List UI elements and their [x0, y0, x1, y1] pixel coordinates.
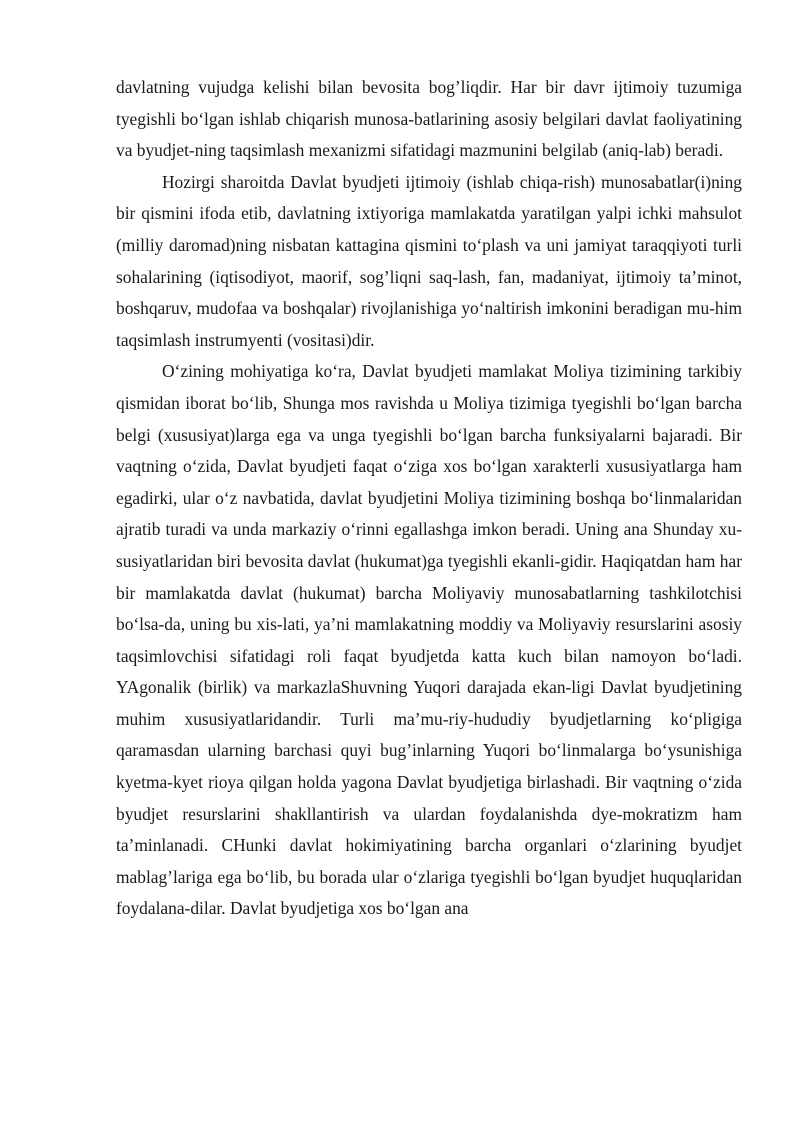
- paragraph-3: O‘zining mohiyatiga ko‘ra, Davlat byudjeti mamlakat Moliya tizimining tarkibiy qismidan iborat bo‘lib, Shunga mos ravishda u Moliya tizimiga tyegishli bo‘lgan barcha belgi (xususiyat)larga ega va unga tyegishli bo‘lgan barcha funksiyalarni bajaradi. Bir vaqtning o‘zida, Davlat byudjeti faqat o‘ziga xos bo‘lgan xarakterli xususiyatlarga ham egadirki, ular o‘z navbatida, davlat byudjetini Moliya tizimining boshqa bo‘linmalaridan ajratib turadi va unda markaziy o‘rinni egallashga imkon beradi. Uning ana Shunday xu-susiyatlaridan biri bevosita davlat (hukumat)ga tyegishli ekanli-gidir. Haqiqatdan ham har bir mamlakatda davlat (hukumat) barcha Moliyaviy munosabatlarning tashkilotchisi bo‘lsa-da, uning bu xis-lati, ya’ni mamlakatning moddiy va Moliyaviy resurslarini asosiy taqsimlovchisi sifatidagi roli faqat byudjetda katta kuch bilan namoyon bo‘ladi. YAgonalik (birlik) va markazlaShuvning Yuqori darajada ekan-ligi Davlat byudjetining muhim xususiyatlaridandir. Turli ma’mu-riy-hududiy byudjetlarning ko‘pligiga qaramasdan ularning barchasi quyi bug’inlarning Yuqori bo‘linmalarga bo‘ysunishiga kyetma-kyet rioya qilgan holda yagona Davlat byudjetiga birlashadi. Bir vaqtning o‘zida byudjet resurslarini shakllantirish va ulardan foydalanishda dye-mokratizm ham ta’minlanadi. CHunki davlat hokimiyatining barcha organlari o‘zlarining byudjet mablag’lariga ega bo‘lib, bu borada ular o‘zlariga tyegishli bo‘lgan byudjet huquqlaridan foydalana-dilar. Davlat byudjetiga xos bo‘lgan ana: [116, 361, 742, 919]
- document-body: [116, 72, 742, 925]
- paragraph-2: Hozirgi sharoitda Davlat byudjeti ijtimoiy (ishlab chiqa-rish) munosabatlar(i)ning bir qismini ifoda etib, davlatning ixtiyoriga mamlakatda yaratilgan yalpi ichki mahsulot (milliy daromad)ning nisbatan kattagina qismini to‘plash va uni jamiyat taraqqiyoti turli sohalarining (iqtisodiyot, maorif, sog’liqni saq-lash, fan, madaniyat, ijtimoiy ta’minot, boshqaruv, mudofaa va boshqalar) rivojlanishiga yo‘naltirish imkonini beradigan mu-him taqsimlash instrumyenti (vositasi)dir.: [116, 171, 742, 350]
- paragraph-1: davlatning vujudga kelishi bilan bevosita bog’liqdir. Har bir davr ijtimoiy tuzumiga tyegishli bo‘lgan ishlab chiqarish munosa-batlarining asosiy belgilari davlat faoliyatining va byudjet-ning taqsimlash mexanizmi sifatidagi mazmunini belgilab (aniq-lab) beradi.: [116, 77, 742, 161]
